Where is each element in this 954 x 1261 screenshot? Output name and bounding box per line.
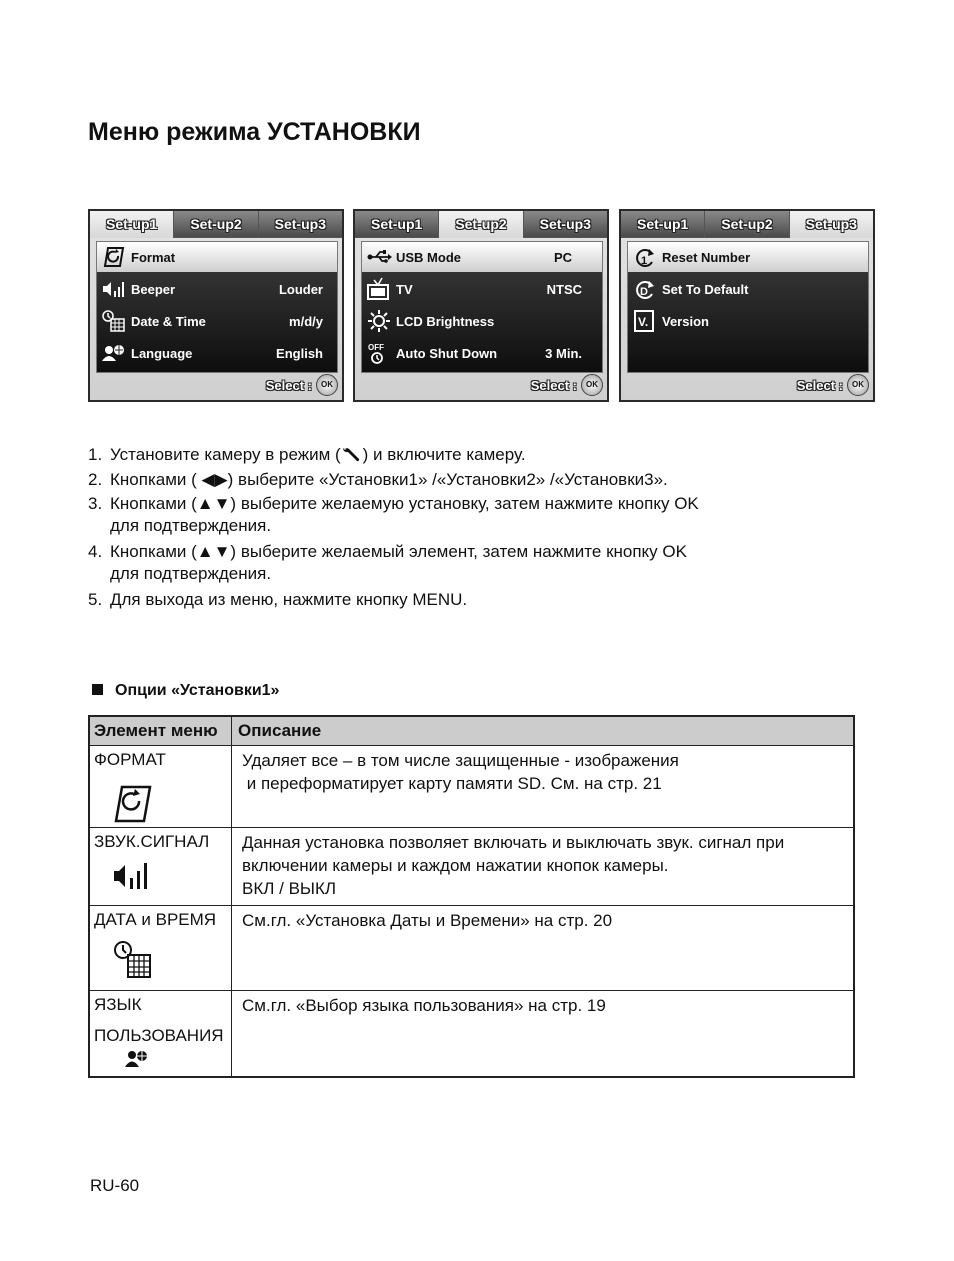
brightness-icon <box>366 309 392 333</box>
menu-item-label: Beeper <box>131 282 176 297</box>
menu-item-lcd-brightness[interactable] <box>362 306 602 336</box>
date-time-icon <box>101 309 127 333</box>
setup3-screen <box>619 209 875 402</box>
step-text: для подтверждения. <box>110 564 272 583</box>
row-description: См.гл. «Выбор языка пользования» на стр. 19 <box>242 996 606 1015</box>
tab-setup2[interactable]: Set-up2 <box>439 211 523 238</box>
menu-item-value: English <box>276 346 323 361</box>
format-icon <box>110 784 154 829</box>
tv-icon <box>366 277 392 301</box>
ok-button-icon: OK <box>316 374 338 396</box>
instruction-steps <box>88 444 848 613</box>
step-text: ) и включите камеру. <box>362 445 526 464</box>
menu-item-label: USB Mode <box>396 250 461 265</box>
select-hint <box>797 374 869 396</box>
step-text: Установите камеру в режим ( <box>110 445 341 464</box>
menu-item-label: LCD Brightness <box>396 314 495 329</box>
menu-item-date-time[interactable] <box>97 306 337 336</box>
menu-item-value: PC <box>553 250 572 265</box>
table-header <box>90 717 853 746</box>
select-hint <box>266 374 338 396</box>
menu-item-label: Version <box>662 314 709 329</box>
beeper-icon <box>112 860 154 897</box>
table-row <box>90 906 853 991</box>
tab-setup3[interactable]: Set-up3 <box>524 211 607 238</box>
row-description: Данная установка позволяет включать и выключать звук. сигнал при включении камеры и каждом нажатии кнопок камеры. ВКЛ / ВЫКЛ <box>242 833 785 898</box>
menu-item-value: NTSC <box>546 282 582 297</box>
menu-item-label: Reset Number <box>662 250 751 265</box>
select-label: Select : <box>265 377 312 393</box>
header-description: Описание <box>238 721 322 740</box>
row-name: ЗВУК.СИГНАЛ <box>94 832 210 851</box>
step-item: 5. Для выхода из меню, нажмите кнопку MENU. <box>88 590 468 609</box>
menu-item-reset-number[interactable] <box>628 242 868 272</box>
usb-icon <box>366 245 392 269</box>
svg-text:1: 1 <box>641 255 648 267</box>
menu-item-label: Date & Time <box>131 314 206 329</box>
menu-item-label: Language <box>131 346 193 361</box>
menu-item-format[interactable] <box>97 242 337 272</box>
step-text: Для выхода из меню, нажмите кнопку MENU. <box>110 590 468 609</box>
step-text: Кнопками (▲▼) выберите желаемый элемент, затем нажмите кнопку OK <box>110 542 687 561</box>
row-name: ФОРМАТ <box>94 750 166 769</box>
wrench-icon <box>341 445 363 467</box>
step-item: 4. Кнопками (▲▼) выберите желаемый элемент, затем нажмите кнопку OK для подтверждения. <box>88 542 687 583</box>
step-item: 1. Установите камеру в режим ( ) и включите камеру. <box>88 444 848 467</box>
menu-item-label: TV <box>396 282 413 297</box>
setup2-screen <box>353 209 609 402</box>
tab-setup3[interactable]: Set-up3 <box>259 211 342 238</box>
setup-tabs <box>621 211 873 238</box>
table-row <box>90 991 853 1076</box>
menu-item-label: Format <box>131 250 176 265</box>
setup-tabs <box>90 211 342 238</box>
date-time-icon <box>112 939 154 986</box>
language-icon <box>101 341 127 365</box>
menu-item-value: Louder <box>278 282 323 297</box>
menu-panel <box>361 241 603 373</box>
select-hint <box>531 374 603 396</box>
options-table <box>88 715 855 1078</box>
tab-setup2[interactable]: Set-up2 <box>174 211 258 238</box>
svg-text:D: D <box>640 286 648 298</box>
step-text: для подтверждения. <box>110 516 272 535</box>
row-description: Удаляет все – в том числе защищенные - изображения и переформатирует карту памяти SD. См. на стр. 21 <box>242 751 679 793</box>
menu-item-version[interactable] <box>628 306 868 336</box>
menu-panel <box>96 241 338 373</box>
row-name: ДАТА и ВРЕМЯ <box>94 910 217 929</box>
step-text: Кнопками ( ◀▶) выберите «Установки1» /«Установки2» /«Установки3». <box>110 470 668 489</box>
section-heading: Опции «Установки1» <box>92 682 279 700</box>
auto-off-icon <box>366 341 392 365</box>
beeper-icon <box>101 277 127 301</box>
tab-setup2[interactable]: Set-up2 <box>705 211 789 238</box>
version-icon <box>632 309 658 333</box>
reset-number-icon <box>632 245 658 269</box>
menu-item-label: Set To Default <box>662 282 749 297</box>
menu-item-value: m/d/y <box>289 314 323 329</box>
table-row <box>90 746 853 828</box>
menu-item-auto-shut-down[interactable] <box>362 338 602 368</box>
svg-text:V.: V. <box>638 315 649 329</box>
setup1-screen <box>88 209 344 402</box>
menu-item-beeper[interactable] <box>97 274 337 304</box>
menu-item-usb-mode[interactable] <box>362 242 602 272</box>
tab-setup3[interactable]: Set-up3 <box>790 211 873 238</box>
select-label: Select : <box>796 377 843 393</box>
menu-item-value: 3 Min. <box>545 346 582 361</box>
header-menu-item: Элемент меню <box>94 721 218 740</box>
setup-tabs <box>355 211 607 238</box>
step-item: 2. Кнопками ( ◀▶) выберите «Установки1» /«Установки2» /«Установки3». <box>88 470 668 489</box>
menu-item-language[interactable] <box>97 338 337 368</box>
ok-button-icon: OK <box>847 374 869 396</box>
tab-setup1[interactable]: Set-up1 <box>355 211 439 238</box>
format-icon <box>101 245 127 269</box>
tab-setup1[interactable]: Set-up1 <box>621 211 705 238</box>
select-label: Select : <box>530 377 577 393</box>
menu-panel <box>627 241 869 373</box>
menu-item-label: Auto Shut Down <box>396 346 498 361</box>
page-number: RU-60 <box>90 1176 140 1195</box>
row-name: ЯЗЫК ПОЛЬЗОВАНИЯ <box>94 995 224 1045</box>
step-text: Кнопками (▲▼) выберите желаемую установку, затем нажмите кнопку OK <box>110 494 699 513</box>
page-title: Меню режима УСТАНОВКИ <box>88 118 421 146</box>
row-description: См.гл. «Установка Даты и Времени» на стр. 20 <box>242 911 613 930</box>
menu-item-tv[interactable] <box>362 274 602 304</box>
square-bullet-icon <box>92 684 103 695</box>
menu-item-set-to-default[interactable] <box>628 274 868 304</box>
tab-setup1[interactable]: Set-up1 <box>90 211 174 238</box>
step-item: 3. Кнопками (▲▼) выберите желаемую установку, затем нажмите кнопку OK для подтверждения. <box>88 494 699 535</box>
language-icon <box>124 1049 150 1074</box>
table-row <box>90 828 853 906</box>
ok-button-icon: OK <box>581 374 603 396</box>
set-default-icon <box>632 277 658 301</box>
svg-text:OFF: OFF <box>368 343 384 352</box>
